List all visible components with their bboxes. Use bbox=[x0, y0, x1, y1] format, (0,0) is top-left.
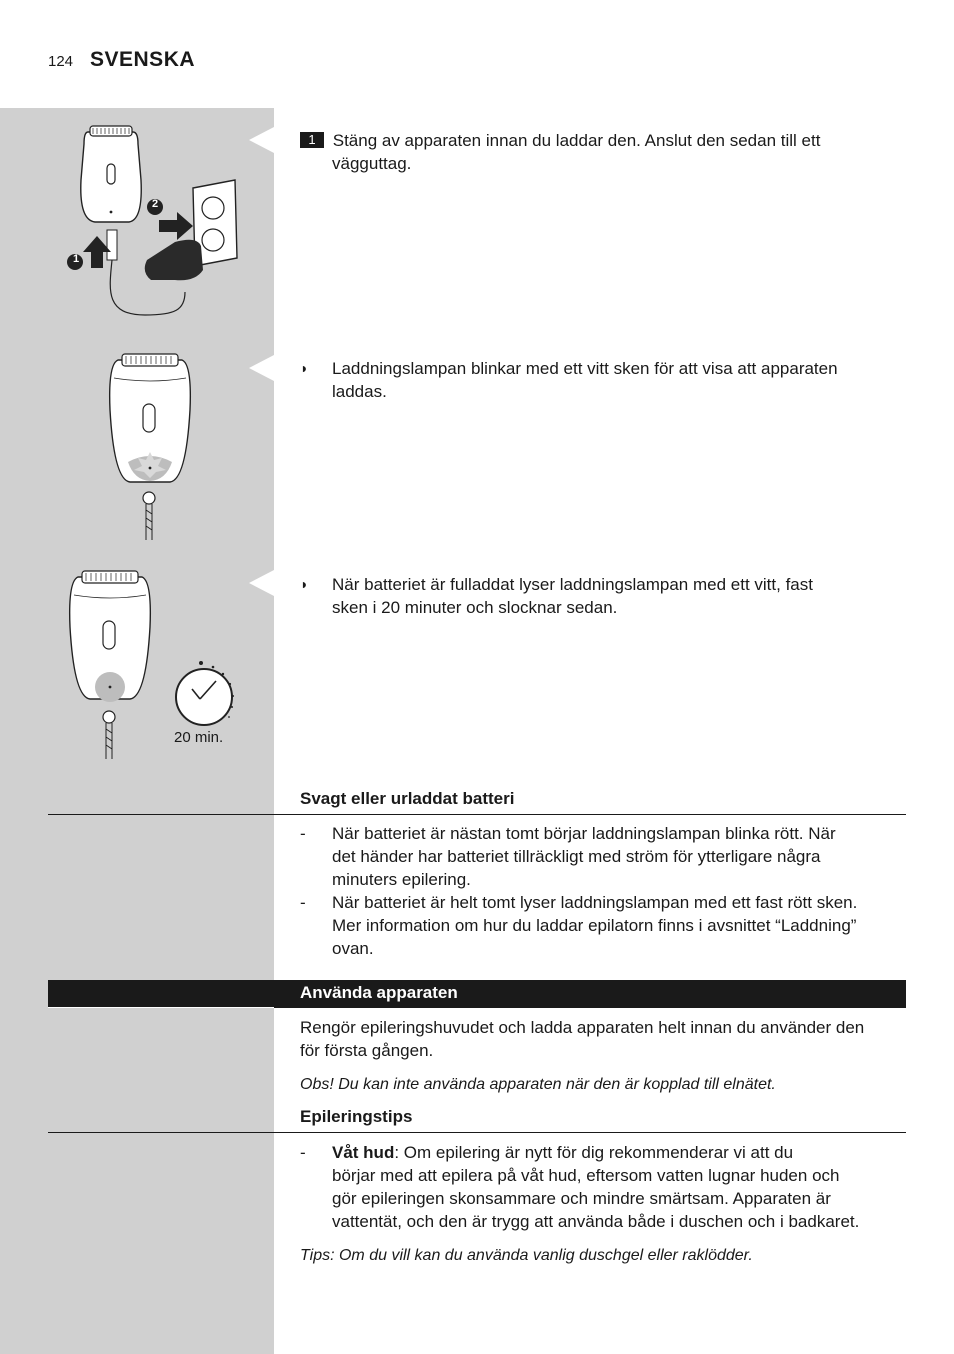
charging-light-blinking-illustration bbox=[100, 350, 200, 550]
step-callout-1: 1 bbox=[72, 253, 80, 265]
bullet-item: ◗ När batteriet är fulladdat lyser laddningslampan med ett vitt, fast sken i 20 minuter och slocknar sedan. bbox=[300, 575, 813, 617]
section-heading: Epileringstips bbox=[300, 1107, 413, 1126]
section-heading: Svagt eller urladdat batteri bbox=[300, 789, 515, 808]
arrow-bullet-icon: ◗ bbox=[300, 576, 309, 592]
section-heading-bar bbox=[48, 980, 906, 1008]
section-divider bbox=[48, 814, 906, 815]
illustration-pointer bbox=[249, 355, 274, 381]
list-item: - Våt hud: Om epilering är nytt för dig rekommenderar vi att du börjar med att epilera på våt hud, eftersom vatten lugnar huden och gör epileringen skonsammare och mindre smärtsam. Apparaten är vattentät, och den är trygg att använda både i duschen och i badkaret. bbox=[300, 1143, 860, 1231]
arrow-bullet-icon: ◗ bbox=[300, 360, 309, 376]
paragraph: Rengör epileringshuvudet och ladda apparaten helt innan du använder den för första gången. bbox=[300, 1018, 865, 1060]
page-number: 124 bbox=[48, 53, 74, 70]
step-number-badge: 1 bbox=[300, 132, 324, 148]
list-item: - När batteriet är helt tomt lyser laddningslampan med ett fast rött sken. Mer information om hur du laddar epilatorn finns i avsnittet “Laddning” ovan. bbox=[300, 893, 858, 958]
bullet-item: ◗ Laddningslampan blinkar med ett vitt sken för att visa att apparaten laddas. bbox=[300, 359, 838, 401]
illustration-pointer bbox=[249, 127, 274, 153]
tip: Tips: Om du vill kan du använda vanlig duschgel eller raklödder. bbox=[300, 1247, 753, 1264]
language-title: SVENSKA bbox=[90, 48, 196, 71]
timer-label: 20 min. bbox=[174, 729, 224, 746]
note: Obs! Du kan inte använda apparaten när den är kopplad till elnätet. bbox=[300, 1076, 776, 1093]
step-1: 1 Stäng av apparaten innan du laddar den. Anslut den sedan till ett vägguttag. bbox=[300, 129, 910, 175]
list-item: - När batteriet är nästan tomt börjar laddningslampan blinka rött. När det händer har batteriet tillräckligt med ström för ytterligare några minuters epilering. bbox=[300, 824, 836, 889]
charging-connection-illustration bbox=[55, 120, 245, 330]
illustration-pointer bbox=[249, 570, 274, 596]
section-divider bbox=[48, 1132, 906, 1133]
section-heading: Använda apparaten bbox=[300, 983, 458, 1002]
step-callout-2: 2 bbox=[151, 198, 159, 210]
